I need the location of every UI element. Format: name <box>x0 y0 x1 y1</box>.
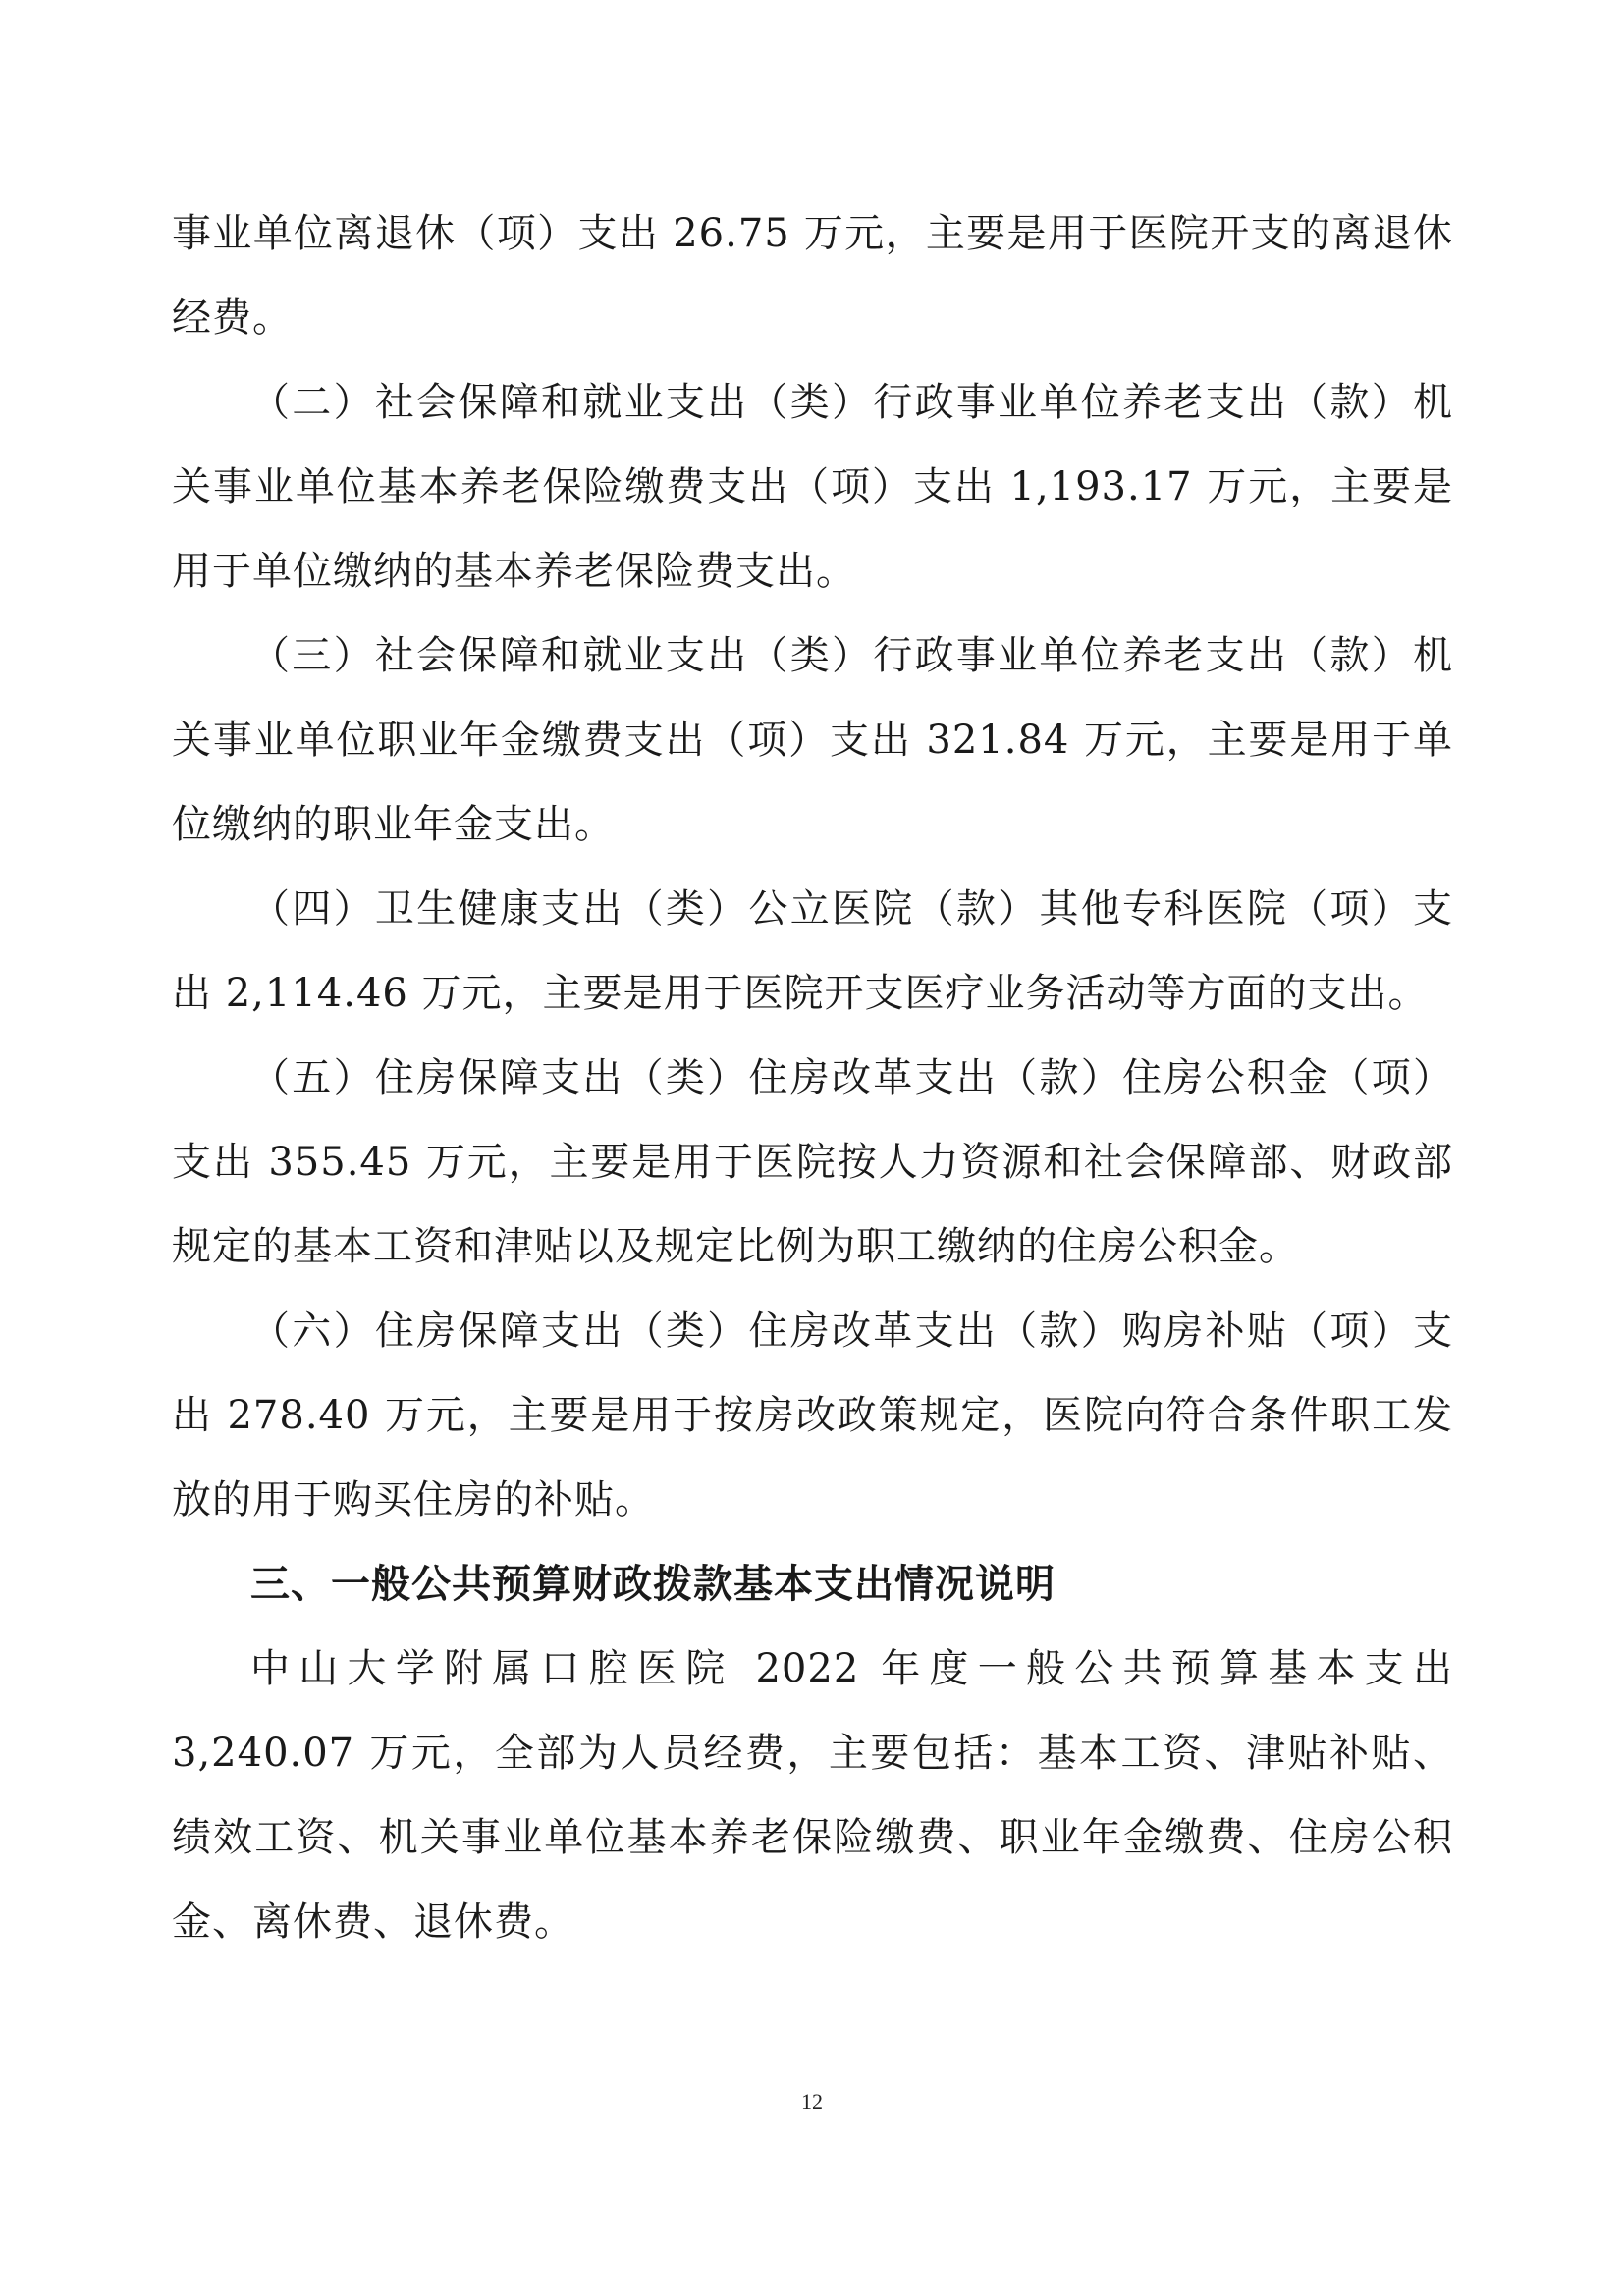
paragraph-retirement: 事业单位离退休（项）支出 26.75 万元，主要是用于医院开支的离退休经费。 <box>172 211 1453 341</box>
paragraph-health: （四）卫生健康支出（类）公立医院（款）其他专科医院（项）支出 2,114.46 万元，主要是用于医院开支医疗业务活动等方面的支出。 <box>172 886 1453 1016</box>
paragraph-pension-insurance: （二）社会保障和就业支出（类）行政事业单位养老支出（款）机关事业单位基本养老保险缴费支出（项）支出 1,193.17 万元，主要是用于单位缴纳的基本养老保险费支出。 <box>172 380 1453 594</box>
section-paragraph: 中山大学附属口腔医院 2022 年度一般公共预算基本支出 3,240.07 万元，全部为人员经费，主要包括：基本工资、津贴补贴、绩效工资、机关事业单位基本养老保险缴费、职业年金缴费、住房公积金、离休费、退休费。 <box>172 1646 1453 1945</box>
paragraph-occupational-annuity: （三）社会保障和就业支出（类）行政事业单位养老支出（款）机关事业单位职业年金缴费支出（项）支出 321.84 万元，主要是用于单位缴纳的职业年金支出。 <box>172 633 1453 847</box>
section-heading: 三、一般公共预算财政拨款基本支出情况说明 <box>250 1562 1056 1607</box>
paragraph-housing-subsidy: （六）住房保障支出（类）住房改革支出（款）购房补贴（项）支出 278.40 万元，主要是用于按房改政策规定，医院向符合条件职工发放的用于购买住房的补贴。 <box>172 1308 1453 1522</box>
paragraph-housing-fund: （五）住房保障支出（类）住房改革支出（款）住房公积金（项）支出 355.45 万元，主要是用于医院按人力资源和社会保障部、财政部规定的基本工资和津贴以及规定比例为职工缴纳的住房公积金。 <box>172 1055 1453 1269</box>
document-body <box>172 191 1453 1964</box>
page-number: 12 <box>801 2089 823 2113</box>
